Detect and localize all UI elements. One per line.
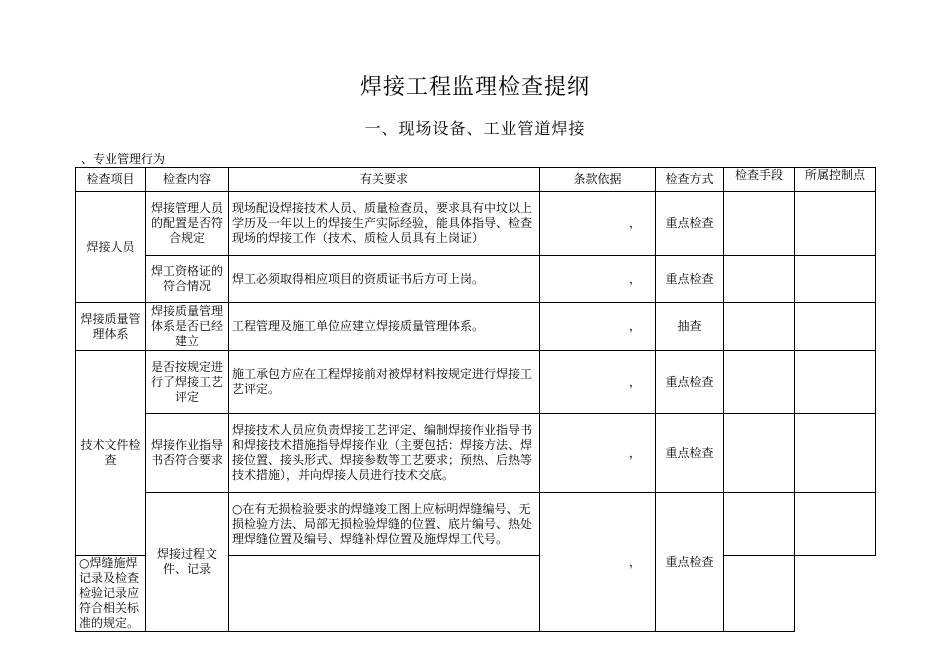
row-method: 重点检查 — [656, 414, 724, 493]
row-means — [724, 493, 795, 556]
table-row — [76, 256, 876, 303]
row-basis: ， — [540, 414, 656, 493]
row-means — [724, 192, 795, 256]
document-title: 焊接工程监理检查提纲 — [359, 75, 590, 100]
row-control-point — [795, 303, 876, 351]
row-control-point — [724, 556, 795, 632]
header-inspection-method: 检查方式 — [656, 168, 724, 192]
row-means — [724, 256, 795, 303]
row-content: 焊接质量管理体系是否已经建立 — [146, 303, 229, 351]
header-requirements: 有关要求 — [229, 168, 540, 192]
row-method: 重点检查 — [656, 192, 724, 256]
table-row — [76, 414, 876, 493]
row-control-point — [795, 351, 876, 414]
row-method: 抽查 — [656, 303, 724, 351]
row-requirement: 焊工必须取得相应项目的资质证书后方可上岗。 — [229, 256, 540, 303]
row-requirement: 焊接技术人员应负责焊接工艺评定、编制焊接作业指导书和焊接技术措施指导焊接作业（主要包括：焊接方法、焊接位置、接头形式、焊接参数等工艺要求；预热、后热等技术措施），并向焊接人员进行技术交底。 — [229, 414, 540, 493]
row-basis: ， — [540, 256, 656, 303]
row-requirement: 现场配设焊接技术人员、质量检查员，要求具有中坟以上学历及一年以上的焊接生产实际经验，能具体指导、检查现场的焊接工作（技术、质检人员具有上岗证） — [229, 192, 540, 256]
row-content: 焊接作业指导书否符合要求 — [146, 414, 229, 493]
table-row — [76, 493, 876, 556]
table-row — [76, 351, 876, 414]
header-control-point: 所属控制点 — [795, 168, 876, 192]
row-requirement-extra: ○焊缝施焊记录及检查检验记录应符合相关标准的规定。 — [76, 556, 146, 632]
header-inspection-item: 检查项目 — [76, 168, 146, 192]
row-method: 重点检查 — [656, 351, 724, 414]
row-requirement: ○在有无损检验要求的焊缝竣工图上应标明焊缝编号、无损检验方法、局部无损检验焊缝的位置、底片编号、热处理焊缝位置及编号、焊缝补焊位置及施焊焊工代号。 — [229, 493, 540, 556]
table-header-row — [76, 168, 876, 192]
table-row — [76, 192, 876, 256]
row-control-point — [795, 493, 876, 556]
section-heading: 、专业管理行为 — [81, 152, 166, 166]
document-subtitle: 一、现场设备、工业管道焊接 — [364, 119, 586, 138]
header-clause-basis: 条款依据 — [540, 168, 656, 192]
row-control-point — [795, 256, 876, 303]
row-basis: ， — [540, 351, 656, 414]
header-inspection-means: 检查手段 — [724, 168, 795, 192]
row-content: 焊接管理人员的配置是否符合规定 — [146, 192, 229, 256]
row-control-point — [795, 414, 876, 493]
row-requirement: 施工承包方应在工程焊接前对被焊材料按规定进行焊接工艺评定。 — [229, 351, 540, 414]
category-quality-system: 焊接质量管理体系 — [76, 303, 146, 351]
row-method: 重点检查 — [656, 493, 724, 632]
row-content: 是否按规定进行了焊接工艺评定 — [146, 351, 229, 414]
row-content: 焊工资格证的符合情况 — [146, 256, 229, 303]
row-method: 重点检查 — [656, 256, 724, 303]
row-means — [724, 414, 795, 493]
row-means — [724, 303, 795, 351]
row-means — [724, 351, 795, 414]
inspection-table — [75, 167, 876, 632]
row-control-point — [795, 192, 876, 256]
row-content: 焊接过程文件、记录 — [146, 493, 229, 632]
table-row — [76, 303, 876, 351]
category-tech-docs: 技术文件检查 — [76, 351, 146, 556]
row-basis: ， — [540, 192, 656, 256]
row-means — [229, 556, 540, 632]
row-basis: ， — [540, 493, 656, 632]
header-inspection-content: 检查内容 — [146, 168, 229, 192]
row-requirement: 工程管理及施工单位应建立焊接质量管理体系。 — [229, 303, 540, 351]
row-basis: ， — [540, 303, 656, 351]
category-personnel: 焊接人员 — [76, 192, 146, 303]
